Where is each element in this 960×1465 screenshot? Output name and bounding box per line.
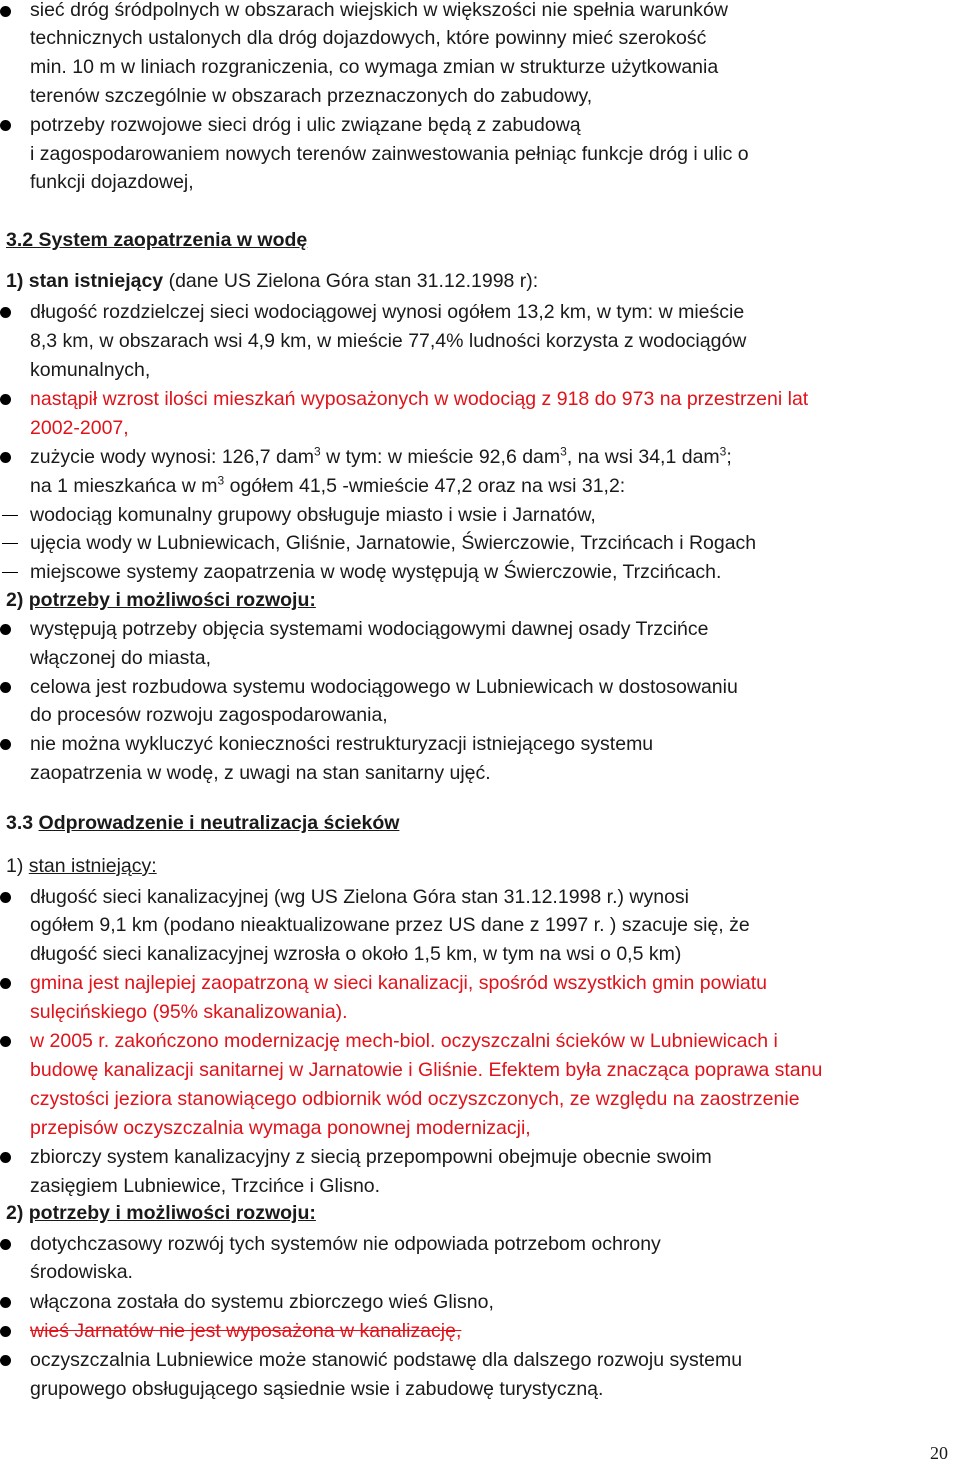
text-line: 8,3 km, w obszarach wsi 4,9 km, w mieście 77,4% ludności korzysta z wodociągów: [30, 330, 747, 352]
dash-icon: [2, 572, 18, 573]
text-line-highlighted: budowę kanalizacji sanitarnej w Jarnatowie i Gliśnie. Efektem była znacząca poprawa stanu: [30, 1059, 823, 1081]
text-line-highlighted: czystości jeziora stanowiącego odbiornik wód oczyszczonych, ze względu na zaostrzenie: [30, 1088, 800, 1110]
text-line: zużycie wody wynosi: 126,7 dam$^3$ w tym: w mieście 92,6 dam$^3$, na wsi 34,1 dam$^3$;: [30, 444, 732, 468]
text-line-highlighted: 2002-2007,: [30, 417, 129, 439]
text-line-highlighted: w 2005 r. zakończono modernizację mech-biol. oczyszczalni ścieków w Lubniewicach i: [30, 1030, 778, 1052]
text-line: potrzeby rozwojowe sieci dróg i ulic związane będą z zabudową: [30, 114, 581, 136]
bullet-icon: [0, 452, 11, 463]
text-line: grupowego obsługującego sąsiednie wsie i zabudowę turystyczną.: [30, 1378, 604, 1400]
bullet-icon: [0, 739, 11, 750]
page-number: 20: [930, 1443, 948, 1463]
text-line: i zagospodarowaniem nowych terenów zainwestowania pełniąc funkcje dróg i ulic o: [30, 143, 749, 165]
bullet-icon: [0, 6, 11, 17]
bullet-icon: [0, 1297, 11, 1308]
text-line-highlighted: sulęcińskiego (95% skanalizowania).: [30, 1001, 348, 1023]
text-line-highlighted: przepisów oczyszczalnia wymaga ponownej modernizacji,: [30, 1117, 531, 1139]
bullet-icon: [0, 682, 11, 693]
section-heading-3-3: 3.3 Odprowadzenie i neutralizacja ścieków: [6, 812, 400, 834]
text-line: wodociąg komunalny grupowy obsługuje miasto i wsie i Jarnatów,: [30, 504, 596, 526]
text-line: ogółem 9,1 km (podano nieaktualizowane przez US dane z 1997 r. ) szacuje się, że: [30, 914, 750, 936]
text-line-struck: wieś Jarnatów nie jest wyposażona w kanalizację,: [30, 1320, 462, 1342]
text-line: do procesów rozwoju zagospodarowania,: [30, 704, 388, 726]
bullet-icon: [0, 1355, 11, 1366]
subsection-heading: 1) stan istniejący (dane US Zielona Góra stan 31.12.1998 r):: [6, 270, 539, 292]
dash-icon: [2, 543, 18, 544]
bullet-icon: [0, 1152, 11, 1163]
text-line: włączona została do systemu zbiorczego wieś Glisno,: [30, 1291, 494, 1313]
text-line: technicznych ustalonych dla dróg dojazdowych, które powinny mieć szerokość: [30, 27, 707, 49]
text-line: długość sieci kanalizacyjnej (wg US Zielona Góra stan 31.12.1998 r.) wynosi: [30, 886, 690, 908]
subsection-heading: 2) potrzeby i możliwości rozwoju:: [6, 1202, 316, 1224]
text-line: celowa jest rozbudowa systemu wodociągowego w Lubniewicach w dostosowaniu: [30, 676, 738, 698]
text-line: na 1 mieszkańca w $m^3$ ogółem 41,5 -wmieście 47,2 oraz na wsi 31,2:: [30, 473, 626, 497]
text-line: włączonej do miasta,: [30, 647, 212, 669]
text-line: nie można wykluczyć konieczności restrukturyzacji istniejącego systemu: [30, 733, 654, 755]
bullet-icon: [0, 394, 11, 405]
subsection-heading: 1) stan istniejący:: [6, 855, 157, 877]
text-line: dotychczasowy rozwój tych systemów nie odpowiada potrzebom ochrony: [30, 1233, 661, 1255]
bullet-icon: [0, 1326, 11, 1337]
section-heading-3-2: 3.2 System zaopatrzenia w wodę: [6, 229, 308, 251]
bullet-icon: [0, 892, 11, 903]
text-line: zasięgiem Lubniewice, Trzcińce i Glisno.: [30, 1175, 381, 1197]
text-line: min. 10 m w liniach rozgraniczenia, co wymaga zmian w strukturze użytkowania: [30, 56, 719, 78]
text-line: środowiska.: [30, 1261, 133, 1283]
bullet-icon: [0, 120, 11, 131]
bullet-icon: [0, 978, 11, 989]
text-line-highlighted: gmina jest najlepiej zaopatrzoną w sieci kanalizacji, spośród wszystkich gmin powiatu: [30, 972, 768, 994]
text-line: ujęcia wody w Lubniewicach, Gliśnie, Jarnatowie, Świerczowie, Trzcińcach i Rogach: [30, 532, 757, 554]
text-line: długość sieci kanalizacyjnej wzrosła o około 1,5 km, w tym na wsi o 0,5 km): [30, 943, 682, 965]
text-line: komunalnych,: [30, 359, 151, 381]
text-line: oczyszczalnia Lubniewice może stanowić podstawę dla dalszego rozwoju systemu: [30, 1349, 743, 1371]
bullet-icon: [0, 1036, 11, 1047]
bullet-icon: [0, 624, 11, 635]
bullet-icon: [0, 1239, 11, 1250]
text-line: występują potrzeby objęcia systemami wodociągowymi dawnej osady Trzcińce: [30, 618, 709, 640]
text-line: zbiorczy system kanalizacyjny z siecią przepompowni obejmuje obecnie swoim: [30, 1146, 712, 1168]
text-line: terenów szczególnie w obszarach przeznaczonych do zabudowy,: [30, 85, 593, 107]
text-line-highlighted: nastąpił wzrost ilości mieszkań wyposażonych w wodociąg z 918 do 973 na przestrzeni lat: [30, 388, 809, 410]
text-line: funkcji dojazdowej,: [30, 171, 194, 193]
bullet-icon: [0, 307, 11, 318]
dash-icon: [2, 515, 18, 516]
text-line: zaopatrzenia w wodę, z uwagi na stan sanitarny ujęć.: [30, 762, 491, 784]
text-line: sieć dróg śródpolnych w obszarach wiejskich w większości nie spełnia warunków: [30, 0, 728, 21]
text-line: długość rozdzielczej sieci wodociągowej wynosi ogółem 13,2 km, w tym: w mieście: [30, 301, 745, 323]
subsection-heading: 2) potrzeby i możliwości rozwoju:: [6, 589, 316, 611]
text-line: miejscowe systemy zaopatrzenia w wodę występują w Świerczowie, Trzcińcach.: [30, 561, 722, 583]
